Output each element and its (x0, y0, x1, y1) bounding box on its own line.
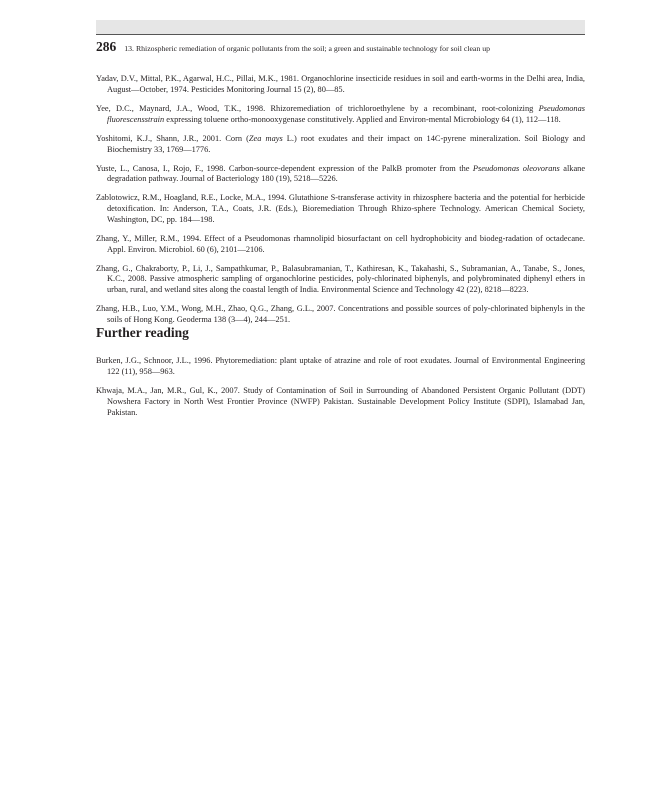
running-head (96, 38, 585, 56)
reference-text: Zhang, H.B., Luo, Y.M., Wong, M.H., Zhao, Q.G., Zhang, G.L., 2007. Concentrations and possible sources of poly-chlorinated biphenyls in the soils of Hong Kong. Geoderma 138 (3—4), 244—251. (96, 304, 585, 324)
further-reading-heading: Further reading (96, 325, 189, 340)
reference-text: Zhang, Y., Miller, R.M., 1994. Effect of a Pseudomonas rhamnolipid biosurfactant on cell hydrophobicity and biodeg-radation of octadecane. Appl. Environ. Microbiol. 60 (6), 2101—2106. (96, 233, 585, 254)
reference-item (96, 356, 585, 377)
further-reading-list (96, 348, 585, 427)
reference-list (96, 66, 585, 334)
reference-text: Yee, D.C., Maynard, J.A., Wood, T.K., 1998. Rhizoremediation of trichloroethylene by a recombinant, root-colonizing (96, 104, 539, 114)
reference-text: expressing toluene ortho-monooxygenase constitutively. Applied and Environ-mental Microbiology 64 (1), 112—118. (164, 114, 561, 124)
reference-item (96, 164, 585, 185)
reference-item (96, 134, 585, 155)
reference-text: alkane degradation pathway. Journal of Bacteriology 180 (19), 5218—5226. (107, 163, 586, 184)
reference-text: Khwaja, M.A., Jan, M.R., Gul, K., 2007. Study of Contamination of Soil in Surrounding of Abandoned Persistent Organic Pollutant (DDT) Nowshera Factory in North West Frontier Province (NWFP) Pakistan. Sustainable Development Policy Institute (SDPI), Islamabad Jan, Pakistan. (96, 386, 585, 417)
reference-item (96, 234, 585, 255)
running-title: 13. Rhizospheric remediation of organic pollutants from the soil; a green and sustainable technology for soil clean up (124, 44, 491, 53)
reference-item (96, 74, 585, 95)
reference-text: Zhang, G., Chakraborty, P., Li, J., Sampathkumar, P., Balasubramanian, T., Kathiresan, K., Takahashi, S., Subramanian, A., Tanabe, S., Jones, K.C., 2008. Passive atmospheric sampling of organochlorine pesticides, poly-chlorinated biphenyls, and polybrominated diphenyl ethers in urban, rural, and wetland sites along the coastal length of India. Environmental Science and Technology 42 (22), 8218—8223. (96, 263, 585, 294)
reference-text: Yadav, D.V., Mittal, P.K., Agarwal, H.C., Pillai, M.K., 1981. Organochlorine insecticide residues in soil and earth-worms in the Delhi area, India, August—October, 1974. Pesticides Monitoring Journal 15 (2), 80—85. (96, 74, 585, 95)
reference-text: Burken, J.G., Schnoor, J.L., 1996. Phytoremediation: plant uptake of atrazine and role of root exudates. Journal of Environmental Engineering 122 (11), 958—963. (96, 356, 585, 377)
reference-item (96, 193, 585, 225)
reference-text: Yoshitomi, K.J., Shann, J.R., 2001. Corn ( (96, 133, 249, 143)
page-number: 286 (96, 39, 117, 54)
reference-italic-text: Pseudomonas fluorescensstrain (107, 104, 585, 124)
reference-text: Zablotowicz, R.M., Hoagland, R.E., Locke, M.A., 1994. Glutathione S-transferase activity in rhizosphere bacteria and the potential for herbicide detoxification. In: Anderson, T.A., Coats, J.R. (Eds.), Bioremediation Through Rhizo-sphere Technology. American Chemical Society, Washington, DC, pp. 184—198. (96, 193, 585, 224)
reference-item (96, 264, 585, 296)
reference-text: Yuste, L., Canosa, I., Rojo, F., 1998. Carbon-source-dependent expression of the PalkB promoter from the (96, 163, 473, 173)
reference-italic-text: Zea mays (248, 133, 283, 143)
reference-italic-text: Pseudomonas oleovorans (472, 163, 560, 173)
header-rule (96, 34, 585, 35)
reference-item (96, 304, 585, 325)
header-bar (96, 20, 585, 35)
reference-item (96, 386, 585, 418)
reference-text: L.) root exudates and their impact on 14C-pyrene mineralization. Soil Biology and Biochemistry 33, 1769—1776. (107, 133, 586, 154)
reference-item (96, 104, 585, 125)
